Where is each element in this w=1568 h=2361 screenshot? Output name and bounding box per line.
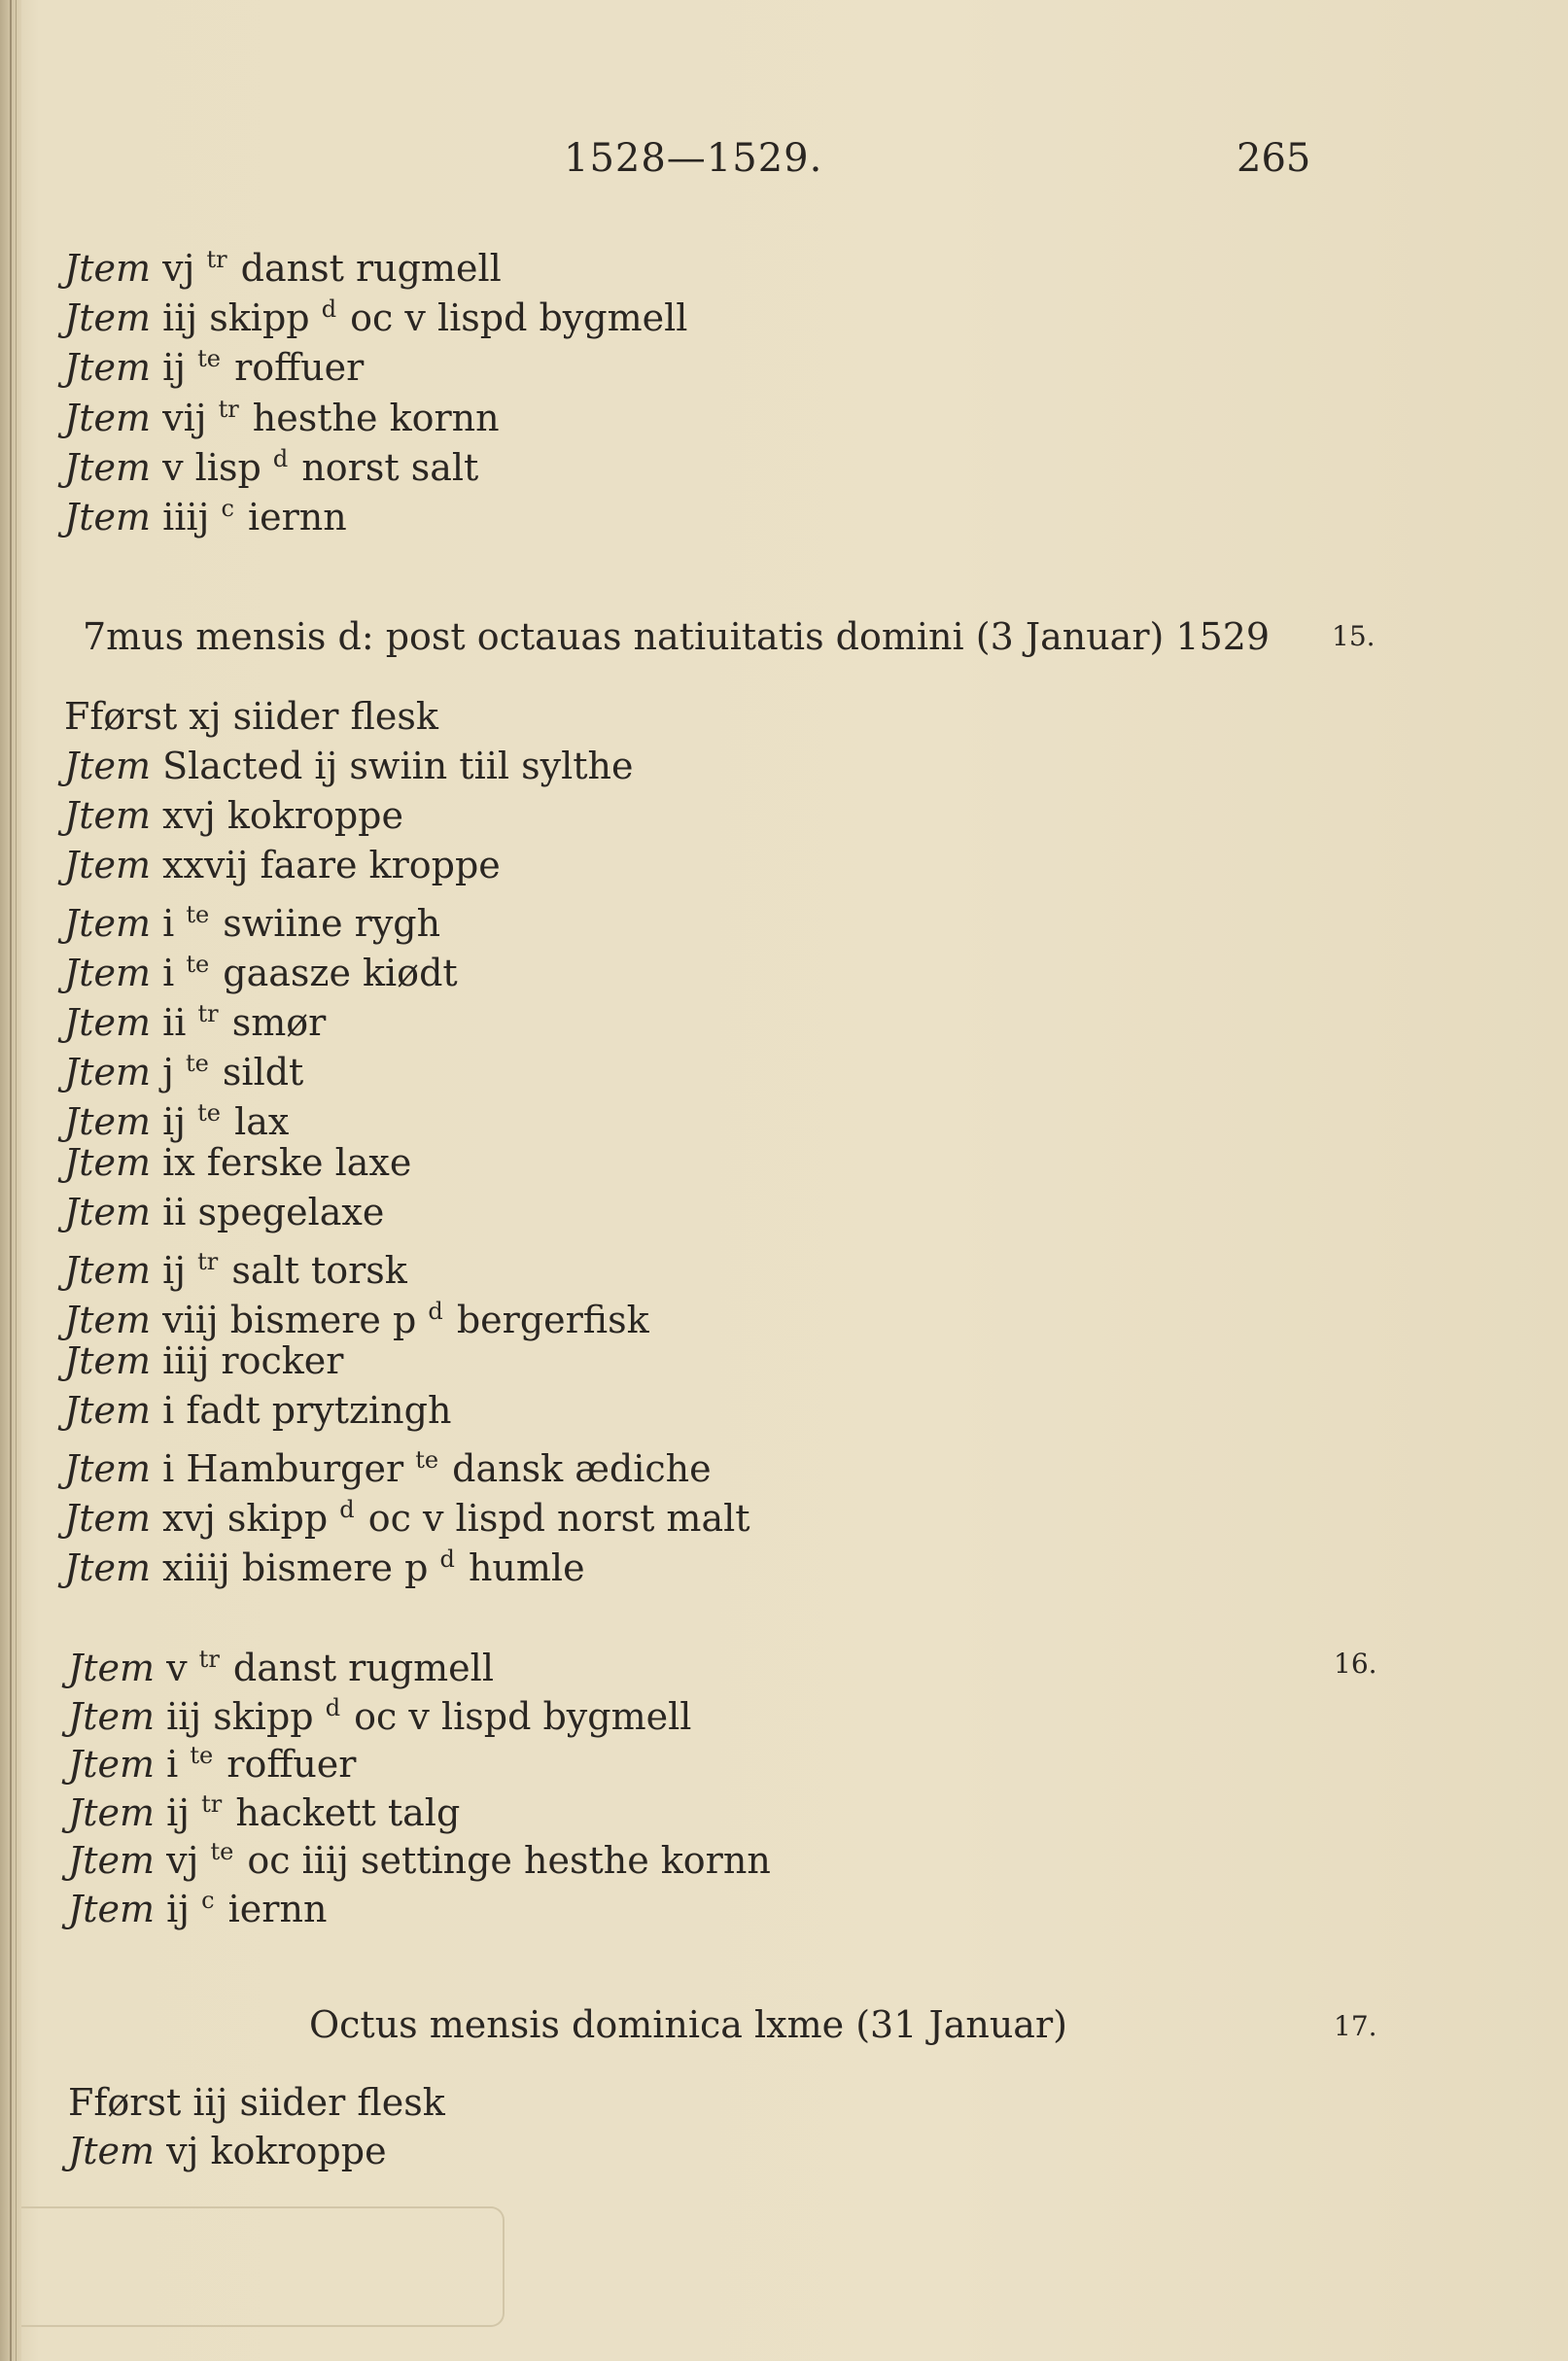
entry-unit-superscript: te <box>186 951 210 978</box>
entry-quantity: iij skipp <box>151 296 322 340</box>
entry-unit-superscript: te <box>197 345 221 373</box>
entry-item-word: Fførst <box>64 695 178 738</box>
section-heading-15: 7mus mensis d: post octauas natiuitatis domini (3 Januar) 1529 <box>83 615 1271 658</box>
entry-quantity: xiiij bismere p <box>151 1546 440 1589</box>
page-number: 265 <box>1237 136 1311 181</box>
entry-description: oc v lispd bygmell <box>342 1694 692 1738</box>
entry-quantity: v lisp <box>151 445 273 489</box>
entry-item-word: Jtem <box>64 1249 152 1292</box>
entry-quantity: vj <box>155 1839 211 1883</box>
entry-item-word: Jtem <box>68 1694 156 1738</box>
entry-item-word: Jtem <box>68 2130 156 2172</box>
entry-item-word: Jtem <box>64 1447 152 1490</box>
entry-quantity: i Hamburger <box>151 1447 416 1490</box>
entry-line <box>64 1337 343 1385</box>
entry-unit-superscript: tr <box>218 395 239 423</box>
entry-line <box>64 1188 384 1236</box>
entry-line <box>64 791 403 840</box>
entry-item-word: Jtem <box>64 1001 152 1044</box>
entry-item-word: Jtem <box>68 1790 156 1834</box>
entry-description: lax <box>222 1100 290 1143</box>
entry-line <box>64 285 687 342</box>
entry-item-word: Jtem <box>64 1141 152 1184</box>
entry-quantity: ij <box>151 1249 198 1292</box>
entry-description: bergerfisk <box>444 1299 649 1341</box>
entry-description: roffuer <box>215 1743 357 1787</box>
binding-line <box>16 0 17 2361</box>
entry-description: danst rugmell <box>228 247 502 290</box>
entry-item-word: Jtem <box>64 902 152 945</box>
entry-quantity: ij <box>151 346 198 390</box>
entry-item-word: Jtem <box>68 1839 156 1883</box>
entry-description: dansk ædiche <box>440 1447 712 1490</box>
entry-line <box>64 385 500 442</box>
entry-item-word: Fførst <box>68 2081 182 2124</box>
entry-description: oc v lispd norst malt <box>356 1497 750 1540</box>
entry-unit-superscript: te <box>415 1446 439 1474</box>
entry-item-word: Jtem <box>64 1051 152 1094</box>
section-number-15: 15. <box>1332 620 1376 652</box>
entry-unit-superscript: tr <box>197 1000 219 1027</box>
entry-quantity: vij <box>151 396 219 439</box>
entry-unit-superscript: te <box>186 901 210 928</box>
entry-item-word: Jtem <box>68 1743 156 1787</box>
entry-description: sildt <box>210 1051 304 1094</box>
entry-line <box>68 2078 445 2127</box>
entry-line <box>64 334 364 392</box>
entry-quantity: iij skipp <box>155 1694 326 1738</box>
entry-unit-superscript: te <box>185 1050 209 1077</box>
entry-line <box>64 1138 411 1187</box>
entry-item-word: Jtem <box>64 952 152 994</box>
entry-unit-superscript: c <box>221 495 234 522</box>
entry-quantity: i fadt prytzingh <box>151 1389 452 1432</box>
entry-item-word: Jtem <box>64 1389 152 1432</box>
entry-quantity: v <box>155 1647 199 1689</box>
entry-unit-superscript: tr <box>197 1248 219 1275</box>
entry-description: norst salt <box>290 445 479 489</box>
entry-item-word: Jtem <box>64 445 152 489</box>
entry-quantity: ij <box>151 1100 198 1143</box>
entry-unit-superscript: d <box>439 1545 455 1573</box>
entry-item-word: Jtem <box>64 346 152 390</box>
entry-description: swiine rygh <box>211 902 441 945</box>
page-tab-outline <box>21 2206 505 2327</box>
entry-unit-superscript: te <box>210 1838 234 1866</box>
entry-description: salt torsk <box>220 1249 407 1292</box>
book-binding <box>0 0 21 2361</box>
entry-unit-superscript: tr <box>201 1789 223 1818</box>
entry-line <box>64 235 502 293</box>
entry-quantity: Slacted ij swiin tiil sylthe <box>151 745 634 787</box>
section-number-17: 17. <box>1334 2010 1377 2042</box>
entry-line <box>64 742 633 790</box>
entry-item-word: Jtem <box>64 1100 152 1143</box>
entry-quantity: i <box>151 902 187 945</box>
entry-line <box>64 434 478 492</box>
entry-item-word: Jtem <box>64 844 152 886</box>
entry-quantity: i <box>155 1743 191 1787</box>
section-number-16: 16. <box>1334 1648 1377 1680</box>
entry-unit-superscript: tr <box>198 1646 220 1673</box>
entry-quantity: iij siider flesk <box>181 2081 445 2124</box>
entry-unit-superscript: d <box>272 444 289 472</box>
entry-unit-superscript: c <box>201 1887 215 1914</box>
entry-quantity: xxvij faare kroppe <box>151 844 501 886</box>
entry-description: hackett talg <box>224 1790 461 1834</box>
entry-item-word: Jtem <box>68 1888 156 1930</box>
entry-unit-superscript: te <box>197 1099 221 1127</box>
entry-quantity: iiij rocker <box>151 1339 344 1382</box>
entry-quantity: xvj skipp <box>151 1497 340 1540</box>
entry-description: smør <box>220 1001 327 1044</box>
entry-quantity: ix ferske laxe <box>151 1141 412 1184</box>
entry-unit-superscript: d <box>339 1496 355 1523</box>
entry-quantity: xj siider flesk <box>177 695 438 738</box>
entry-item-word: Jtem <box>64 745 152 787</box>
entry-description: iernn <box>216 1888 328 1930</box>
entry-unit-superscript: d <box>325 1693 341 1721</box>
entry-unit-superscript: d <box>321 295 337 324</box>
entry-unit-superscript: te <box>190 1742 214 1770</box>
entry-line <box>64 484 347 541</box>
entry-quantity: ij <box>155 1888 202 1930</box>
entry-quantity: j <box>151 1051 186 1094</box>
entry-item-word: Jtem <box>64 1339 152 1382</box>
entry-item-word: Jtem <box>64 794 152 837</box>
entry-quantity: i <box>151 952 187 994</box>
entry-item-word: Jtem <box>64 1497 152 1540</box>
entry-item-word: Jtem <box>68 1647 156 1689</box>
entry-item-word: Jtem <box>64 1191 152 1233</box>
entry-unit-superscript: d <box>428 1298 443 1325</box>
entry-description: danst rugmell <box>221 1647 494 1689</box>
entry-item-word: Jtem <box>64 247 152 290</box>
entry-description: humle <box>456 1546 585 1589</box>
entry-unit-superscript: tr <box>206 246 227 273</box>
entry-item-word: Jtem <box>64 1546 152 1589</box>
entry-line <box>68 1876 327 1933</box>
entry-quantity: viij bismere p <box>151 1299 429 1341</box>
entry-quantity: vj <box>151 247 207 290</box>
entry-description: oc v lispd bygmell <box>338 296 688 340</box>
section-heading-17: Octus mensis dominica lxme (31 Januar) <box>309 2003 1067 2046</box>
running-header-years: 1528—1529. <box>564 136 823 181</box>
entry-quantity: ij <box>155 1790 202 1834</box>
entry-line <box>64 1535 585 1592</box>
entry-line <box>64 692 438 741</box>
entry-line <box>68 2127 387 2175</box>
binding-line <box>10 0 12 2361</box>
entry-description: hesthe kornn <box>240 396 500 439</box>
entry-item-word: Jtem <box>64 496 152 538</box>
entry-description: iernn <box>235 496 347 538</box>
entry-description: oc iiij settinge hesthe kornn <box>235 1839 771 1883</box>
entry-description: gaasze kiødt <box>211 952 458 994</box>
entry-quantity: iiij <box>151 496 222 538</box>
entry-quantity: xvj kokroppe <box>151 794 403 837</box>
entry-item-word: Jtem <box>64 396 152 439</box>
entry-item-word: Jtem <box>64 296 152 340</box>
entry-description: roffuer <box>222 346 365 390</box>
entry-line <box>64 1386 451 1435</box>
entry-line <box>64 841 501 889</box>
entry-quantity: ii spegelaxe <box>151 1191 385 1233</box>
entry-item-word: Jtem <box>64 1299 152 1341</box>
entry-quantity: ii <box>151 1001 198 1044</box>
entry-quantity: vj kokroppe <box>155 2130 387 2172</box>
